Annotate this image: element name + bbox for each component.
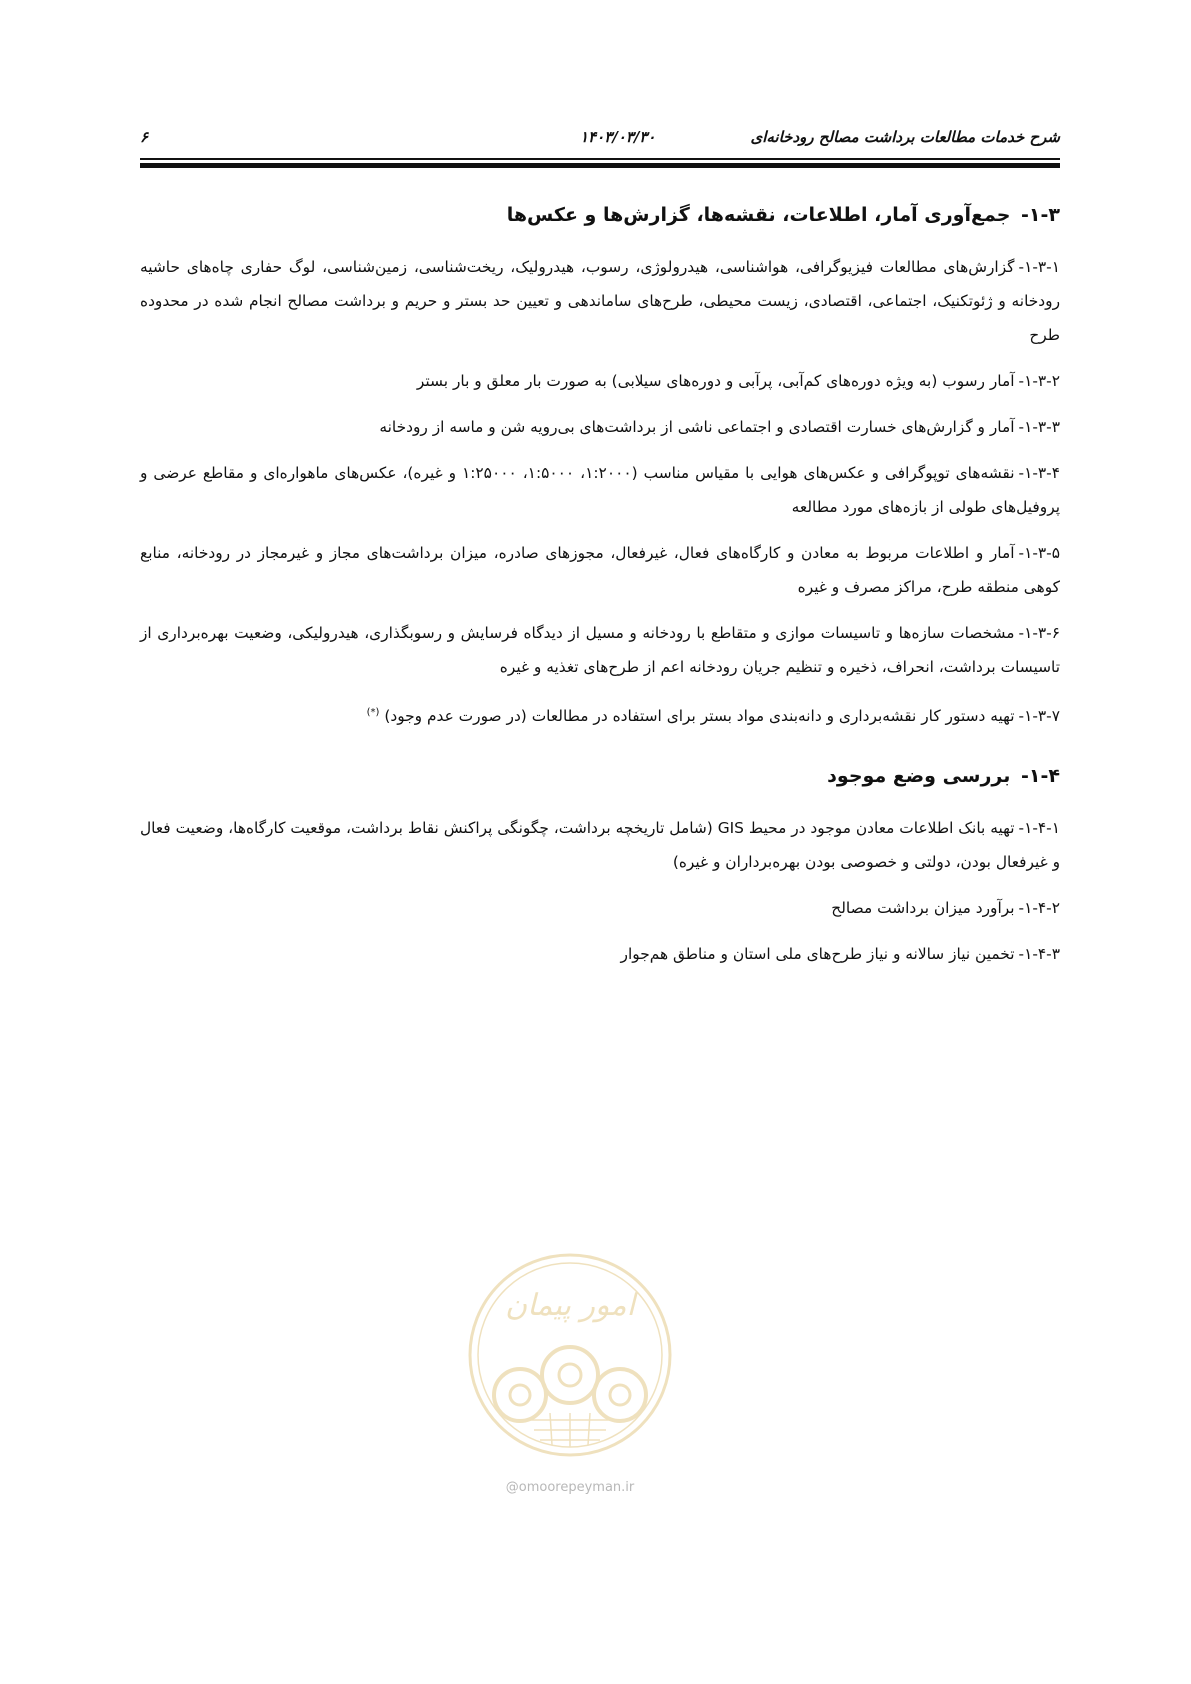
watermark-logo-text — [505, 1288, 639, 1323]
header-title: شرح خدمات مطالعات برداشت مصالح رودخانه‌ای — [750, 128, 1060, 146]
item-text: مشخصات سازه‌ها و تاسیسات موازی و متقاطع با رودخانه و مسیل از دیدگاه فرسایش و رسوبگذاری، هیدرولیکی، وضعیت بهره‌برداری از تاسیسات برداشت، انحراف، ذخیره و تنظیم جریان رودخانه اعم از طرح‌های تغذیه و غیره — [140, 624, 1060, 676]
section-title: بررسی وضع موجود — [827, 765, 1011, 788]
svg-text:امور پیمان: امور پیمان — [505, 1288, 635, 1323]
item-number: ۱-۳-۷- — [1018, 707, 1060, 726]
footnote-marker: (*) — [366, 707, 380, 718]
item-text: برآورد میزان برداشت مصالح — [831, 899, 1015, 918]
section-heading-1-3 — [140, 198, 1060, 232]
item-number: ۱-۳-۵- — [1018, 544, 1060, 562]
item-text: آمار و اطلاعات مربوط به معادن و کارگاه‌های فعال، غیرفعال، مجوزهای صادره، میزان برداشت‌های مجاز و غیرمجاز در رودخانه، منابع کوهی منطقه طرح، مراکز مصرف و غیره — [140, 544, 1060, 596]
list-item-1-3-7 — [140, 696, 1060, 733]
item-number: ۱-۴-۱- — [1018, 819, 1060, 838]
list-item-1-4-2 — [140, 891, 1060, 925]
list-item-1-3-4 — [140, 456, 1060, 524]
item-number: ۱-۳-۳- — [1018, 418, 1060, 436]
section-heading-1-4 — [140, 759, 1060, 793]
list-item-1-3-5 — [140, 536, 1060, 604]
item-text: گزارش‌های مطالعات فیزیوگرافی، هواشناسی، هیدرولوژی، رسوب، هیدرولیک، ریخت‌شناسی، زمین‌شناسی، لوگ حفاری چاه‌های حاشیه رودخانه و ژئوتکنیک، اجتماعی، اقتصادی، زیست محیطی، طرح‌های ساماندهی و تعیین حد بستر و حریم و برداشت مصالح انجام شده در محدوده طرح — [140, 258, 1060, 344]
list-item-1-3-2 — [140, 364, 1060, 398]
list-item-1-3-1 — [140, 250, 1060, 352]
item-number: ۱-۳-۴- — [1018, 464, 1060, 482]
item-text: آمار رسوب (به ویژه دوره‌های کم‌آبی، پرآبی و دوره‌های سیلابی) به صورت بار معلق و بار بستر — [416, 372, 1015, 390]
item-text: تهیه بانک اطلاعات معادن موجود در محیط GIS (شامل تاریخچه برداشت، چگونگی پراکنش نقاط برداشت، موقعیت کارگاه‌ها، وضعیت فعال و غیرفعال بودن، دولتی و خصوصی بودن بهره‌برداران و غیره) — [140, 819, 1060, 872]
header-rule-thin — [140, 158, 1060, 160]
item-number: ۱-۴-۲- — [1018, 899, 1060, 918]
page-number: ۶ — [140, 128, 149, 146]
item-number: ۱-۳-۲- — [1018, 372, 1060, 390]
item-text: تهیه دستور کار نقشه‌برداری و دانه‌بندی مواد بستر برای استفاده در مطالعات (در صورت عدم وجود) — [384, 707, 1015, 726]
watermark-logo — [460, 1245, 680, 1475]
list-item-1-4-3 — [140, 937, 1060, 971]
list-item-1-3-3 — [140, 410, 1060, 444]
document-body — [140, 198, 1060, 983]
item-text: آمار و گزارش‌های خسارت اقتصادی و اجتماعی ناشی از برداشت‌های بی‌رویه شن و ماسه از رودخانه — [379, 418, 1015, 436]
running-header — [140, 126, 1060, 152]
gear-icon — [494, 1347, 646, 1421]
watermark-site: @omoorepeyman.ir — [505, 1480, 635, 1495]
section-number: ۱-۳- — [1021, 204, 1060, 226]
item-number: ۱-۴-۳- — [1018, 945, 1060, 964]
list-item-1-4-1 — [140, 811, 1060, 879]
item-number: ۱-۳-۱- — [1018, 258, 1060, 276]
header-rule-thick — [140, 163, 1060, 168]
list-item-1-3-6 — [140, 616, 1060, 684]
section-number: ۱-۴- — [1021, 765, 1060, 788]
item-text: تخمین نیاز سالانه و نیاز طرح‌های ملی استان و مناطق هم‌جوار — [620, 945, 1015, 964]
item-number: ۱-۳-۶- — [1018, 624, 1060, 642]
header-date: ۱۴۰۳/۰۳/۳۰ — [580, 128, 656, 146]
item-text: نقشه‌های توپوگرافی و عکس‌های هوایی با مقیاس مناسب (۱:۲۰۰۰، ۱:۵۰۰۰، ۱:۲۵۰۰۰ و غیره)، عکس‌های ماهواره‌ای و مقاطع عرضی و پروفیل‌های طولی از بازه‌های مورد مطالعه — [140, 464, 1060, 516]
section-title: جمع‌آوری آمار، اطلاعات، نقشه‌ها، گزارش‌ها و عکس‌ها — [506, 204, 1011, 226]
